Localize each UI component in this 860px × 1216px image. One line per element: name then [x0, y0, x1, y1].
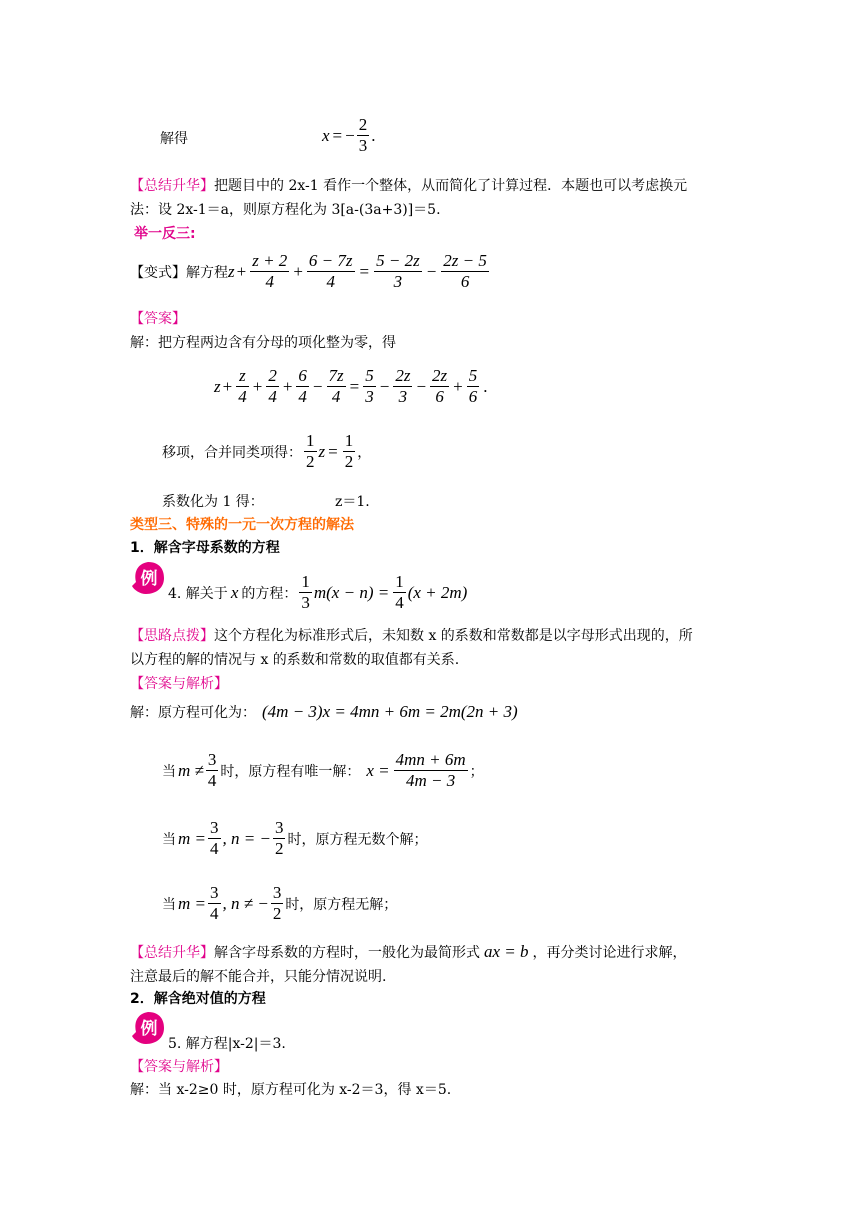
- denominator: 4: [326, 272, 335, 291]
- operator: −: [312, 376, 323, 396]
- hint-tag: 【思路点拨】: [130, 628, 214, 644]
- plus-sign: +: [236, 261, 247, 281]
- type-3-heading: 类型三、特殊的一元一次方程的解法: [130, 517, 354, 533]
- summary-1-line-1: [130, 175, 687, 195]
- solution-step-2: [162, 431, 371, 472]
- summary-text-2: ，再分类讨论进行求解，: [532, 945, 687, 961]
- denominator: 4: [265, 272, 275, 291]
- step-3-value: z＝1.: [335, 494, 370, 510]
- step-3-label: 系数化为 1 得：: [162, 494, 264, 510]
- fraction: [394, 750, 468, 791]
- example-4: [168, 572, 467, 613]
- ex4-solution-line-1: [130, 702, 518, 722]
- fraction: [236, 366, 249, 407]
- jyfs-heading: 举一反三:: [134, 226, 196, 242]
- case-text: 时，原方程无数个解；: [287, 831, 428, 848]
- operator: −: [416, 376, 427, 396]
- var-x: x: [322, 125, 330, 145]
- hint-text: 这个方程化为标准形式后，未知数 x 的系数和常数都是以字母形式出现的，所: [214, 628, 693, 644]
- ex4-lhs: m(x − n) =: [313, 582, 390, 602]
- denominator: 4: [210, 839, 219, 858]
- numerator: 2: [358, 115, 368, 134]
- operator: .: [483, 376, 488, 396]
- ex5-solution-line-1: 解：当 x-2≥0 时，原方程可化为 x-2＝3，得 x＝5.: [130, 1082, 452, 1098]
- fraction: [208, 818, 221, 859]
- var-z: z: [214, 376, 221, 396]
- denominator: 6: [435, 387, 444, 406]
- numerator: 5: [468, 366, 478, 385]
- intro-solve-equation: [322, 115, 375, 156]
- minus-sign: −: [426, 261, 437, 281]
- numerator: 2: [268, 366, 277, 385]
- case-text: 时，原方程无解；: [285, 896, 398, 913]
- case-1: [162, 750, 484, 791]
- numerator: z: [236, 366, 249, 387]
- ex4-sol-eq: (4m − 3)x = 4mn + 6m = 2m(2n + 3): [262, 702, 518, 721]
- summary-text: 把题目中的 2x-1 看作一个整体，从而简化了计算过程．本题也可以考虑换元: [214, 178, 688, 194]
- operator: +: [222, 376, 233, 396]
- operator: +: [252, 376, 263, 396]
- denominator: 6: [468, 387, 478, 406]
- answer-tag: 【答案】: [130, 311, 186, 327]
- numerator: 3: [274, 818, 284, 837]
- eq-sign: =: [359, 261, 370, 281]
- ex4-mid: 的方程：: [241, 585, 298, 602]
- answer-analysis-tag: 【答案与解析】: [130, 676, 228, 692]
- numerator: 2z: [432, 366, 448, 385]
- summary-text: 解含字母系数的方程时，一般化为最简形式: [214, 945, 480, 961]
- denominator: 4: [210, 904, 219, 923]
- period: .: [371, 125, 376, 145]
- fraction: [363, 366, 376, 407]
- denominator: 3: [398, 387, 408, 406]
- var-x: x: [230, 582, 239, 602]
- numerator: 3: [210, 883, 219, 902]
- summary-tag: 【总结升华】: [130, 178, 214, 194]
- sub-2-heading: 2．解含绝对值的方程: [130, 991, 266, 1007]
- fraction: [273, 818, 286, 859]
- hint-line-1: [130, 625, 693, 645]
- example-badge-icon: [130, 1010, 166, 1046]
- example-5: 5. 解方程|x-2|＝3.: [168, 1036, 286, 1052]
- numerator: 3: [272, 883, 282, 902]
- denominator: 3: [393, 272, 403, 291]
- expanded-equation: [214, 366, 490, 407]
- case-label: 当: [162, 896, 176, 913]
- case-x: x =: [366, 760, 390, 780]
- ex4-sol-label: 解：原方程可化为：: [130, 705, 256, 721]
- denominator: 6: [460, 272, 470, 291]
- fraction: [266, 366, 279, 407]
- numerator: 1: [395, 572, 404, 591]
- sub-1-heading: 1．解含字母系数的方程: [130, 540, 280, 556]
- numerator: 2z: [395, 366, 411, 385]
- case-label: 当: [162, 831, 176, 848]
- summary-eq: ax = b: [484, 942, 529, 961]
- denominator: 4m − 3: [406, 771, 456, 790]
- denominator: 3: [365, 387, 374, 406]
- denominator: 4: [238, 387, 247, 406]
- case-3: [162, 883, 397, 924]
- operator: =: [349, 376, 360, 396]
- denominator: 4: [298, 387, 307, 406]
- summary-1-line-2: 法：设 2x-1＝a，则原方程化为 3[a-(3a+3)]＝5.: [130, 202, 441, 218]
- numerator: 7z: [328, 366, 344, 385]
- minus-sign: −: [345, 125, 355, 145]
- denominator: 4: [395, 593, 404, 612]
- case-cond-n: , n = −: [222, 828, 271, 848]
- denominator: 4: [331, 387, 341, 406]
- variant-tag: 【变式】解方程: [130, 264, 228, 281]
- numerator: z + 2: [252, 251, 288, 270]
- numerator: 4mn + 6m: [395, 750, 466, 769]
- fraction: [304, 431, 317, 472]
- comma: ，: [357, 445, 372, 461]
- denominator: 2: [272, 904, 282, 923]
- fraction: [250, 251, 289, 292]
- semicolon: ；: [469, 764, 484, 780]
- summary-tag: 【总结升华】: [130, 945, 214, 961]
- numerator: 6 − 7z: [308, 251, 353, 270]
- fraction: [430, 366, 449, 407]
- intro-solve-label: 解得: [160, 131, 188, 147]
- case-cond: m ≠: [178, 760, 204, 780]
- denominator: 4: [207, 771, 217, 790]
- case-cond: m =: [178, 828, 206, 848]
- case-cond: m =: [178, 893, 206, 913]
- fraction: [343, 431, 356, 472]
- operator: +: [282, 376, 293, 396]
- fraction: [327, 366, 346, 407]
- denominator: 3: [358, 136, 368, 155]
- denominator: 3: [301, 593, 310, 612]
- variant-equation: [130, 251, 491, 292]
- case-label: 当: [162, 763, 176, 780]
- fraction: [393, 572, 406, 613]
- fraction: [357, 115, 370, 156]
- fraction: [299, 572, 312, 613]
- numerator: 6: [298, 366, 307, 385]
- denominator: 2: [306, 452, 315, 471]
- fraction: [206, 750, 219, 791]
- fraction: [393, 366, 412, 407]
- fraction: [271, 883, 284, 924]
- svg-text:例: 例: [140, 1019, 158, 1039]
- summary-2-line-2: 注意最后的解不能合并，只能分情况说明.: [130, 969, 387, 985]
- example-badge-icon: [130, 560, 166, 596]
- fraction: [441, 251, 489, 292]
- case-cond-n: , n ≠ −: [222, 893, 269, 913]
- fraction: [307, 251, 355, 292]
- denominator: 4: [268, 387, 277, 406]
- case-2: [162, 818, 427, 859]
- numerator: 1: [344, 431, 354, 450]
- numerator: 3: [210, 818, 219, 837]
- var-z: z: [228, 261, 235, 281]
- numerator: 5 − 2z: [376, 251, 420, 270]
- numerator: 3: [207, 750, 217, 769]
- eq-sign: =: [328, 441, 338, 461]
- denominator: 2: [274, 839, 284, 858]
- denominator: 2: [344, 452, 354, 471]
- ex4-prefix: 4. 解关于: [168, 585, 228, 602]
- fraction: [208, 883, 221, 924]
- svg-text:例: 例: [140, 569, 158, 589]
- hint-line-2: 以方程的解的情况与 x 的系数和常数的取值都有关系.: [130, 652, 460, 668]
- case-text: 时，原方程有唯一解：: [220, 763, 361, 780]
- fraction: [467, 366, 480, 407]
- step-2-label: 移项，合并同类项得：: [162, 444, 302, 461]
- solution-line-1: 解：把方程两边含有分母的项化整为零，得: [130, 335, 396, 351]
- fraction: [374, 251, 422, 292]
- fraction: [296, 366, 309, 407]
- operator: +: [453, 376, 463, 396]
- eq-sign: =: [332, 125, 343, 145]
- var-z: z: [318, 441, 326, 461]
- plus-sign: +: [293, 261, 303, 281]
- numerator: 2z − 5: [443, 251, 487, 270]
- numerator: 1: [306, 431, 315, 450]
- ex4-rhs: (x + 2m): [407, 582, 468, 602]
- numerator: 5: [365, 366, 374, 385]
- summary-2-line-1: [130, 942, 687, 962]
- operator: −: [379, 376, 390, 396]
- answer-analysis-tag-2: 【答案与解析】: [130, 1059, 228, 1075]
- numerator: 1: [301, 572, 310, 591]
